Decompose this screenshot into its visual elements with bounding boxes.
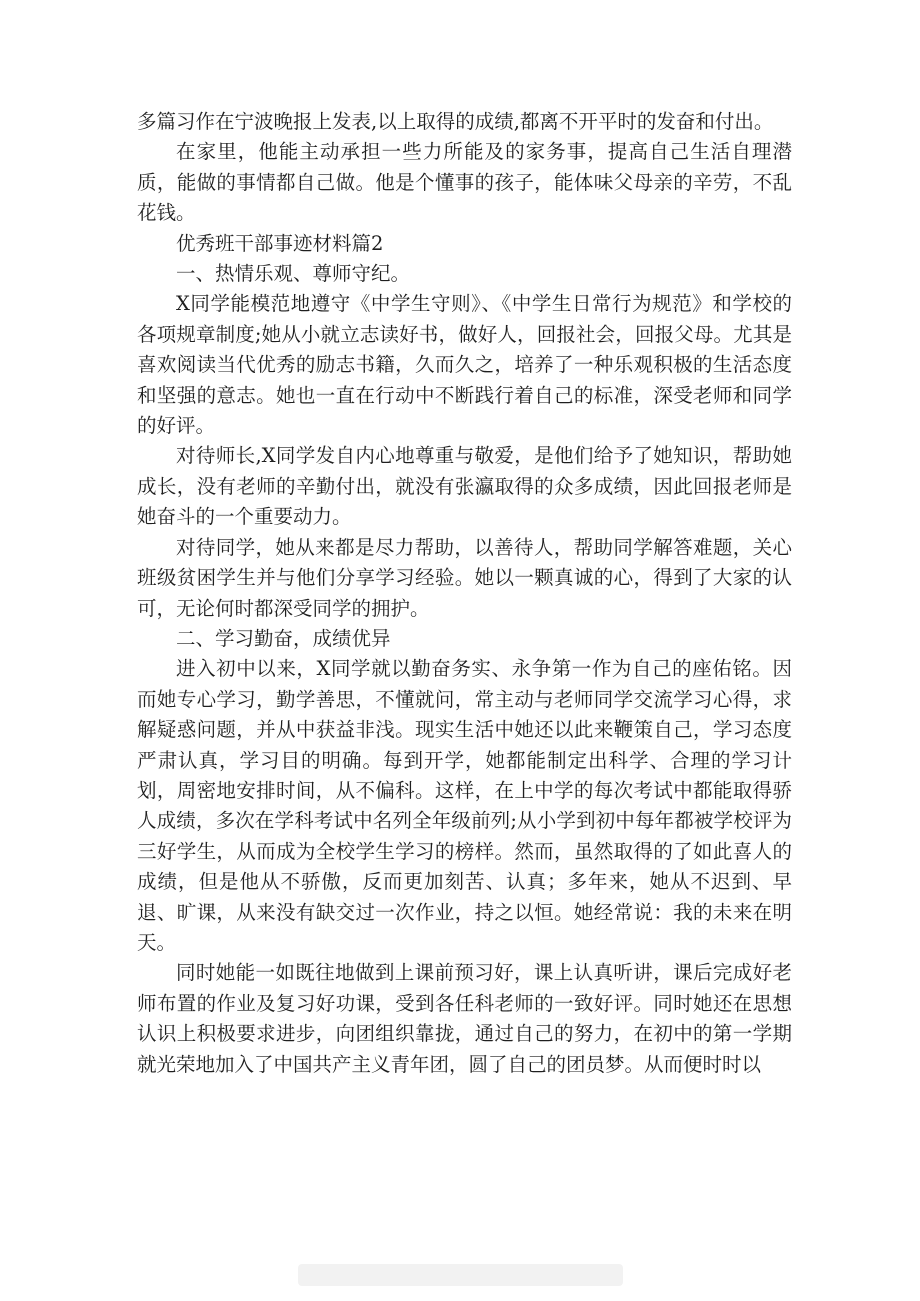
paragraph-1: 多篇习作在宁波晚报上发表,以上取得的成绩,都离不开平时的发奋和付出。 [137,110,774,133]
paragraph-6: 进入初中以来，X同学就以勤奋务实、永争第一作为自己的座佑铭。因而她专心学习，勤学善思，不懂就问，常主动与老师同学交流学习心得，求解疑惑问题，并从中获益非浅。现实生活中她还以此来鞭策自己，学习态度严肃认真，学习目的明确。每到开学，她都能制定出科学、合理的学习计划，周密地安排时间，从不偏科。这样，在上中学的每次考试中都能取得骄人成绩，多次在学科考试中名列全年级前列;从小学到初中每年都被学校评为三好学生，从而成为全校学生学习的榜样。然而，虽然取得的了如此喜人的成绩，但是他从不骄傲，反而更加刻苦、认真；多年来，她从不迟到、早退、旷课，从来没有缺交过一次作业，持之以恒。她经常说：我的未来在明天。 [137,657,792,954]
footer-bar [298,1264,623,1286]
document-body [137,107,792,1080]
paragraph-5: 对待同学，她从来都是尽力帮助，以善待人，帮助同学解答难题，关心班级贫困学生并与他们分享学习经验。她以一颗真诚的心，得到了大家的认可，无论何时都深受同学的拥护。 [137,535,792,620]
paragraph-4: 对待师长,X同学发自内心地尊重与敬爱，是他们给予了她知识，帮助她成长，没有老师的辛勤付出，就没有张瀛取得的众多成绩，因此回报老师是她奋斗的一个重要动力。 [137,444,792,529]
subheading-1: 一、热情乐观、尊师守纪。 [176,262,411,286]
paragraph-2: 在家里，他能主动承担一些力所能及的家务事，提高自己生活自理潜质，能做的事情都自己做。他是个懂事的孩子，能体味父母亲的辛劳，不乱花钱。 [137,140,792,225]
paragraph-7: 同时她能一如既往地做到上课前预习好，课上认真听讲，课后完成好老师布置的作业及复习好功课，受到各任科老师的一致好评。同时她还在思想认识上积极要求进步，向团组织靠拢，通过自己的努力，在初中的第一学期就光荣地加入了中国共产主义青年团，圆了自己的团员梦。从而便时时以 [137,961,792,1076]
paragraph-3: X同学能模范地遵守《中学生守则》、《中学生日常行为规范》和学校的各项规章制度;她从小就立志读好书，做好人，回报社会，回报父母。尤其是喜欢阅读当代优秀的励志书籍，久而久之，培养了一种乐观积极的生活态度和坚强的意志。她也一直在行动中不断践行着自己的标准，深受老师和同学的好评。 [137,292,792,438]
section-title: 优秀班干部事迹材料篇2 [176,231,384,255]
subheading-2: 二、学习勤奋，成绩优异 [176,626,391,650]
